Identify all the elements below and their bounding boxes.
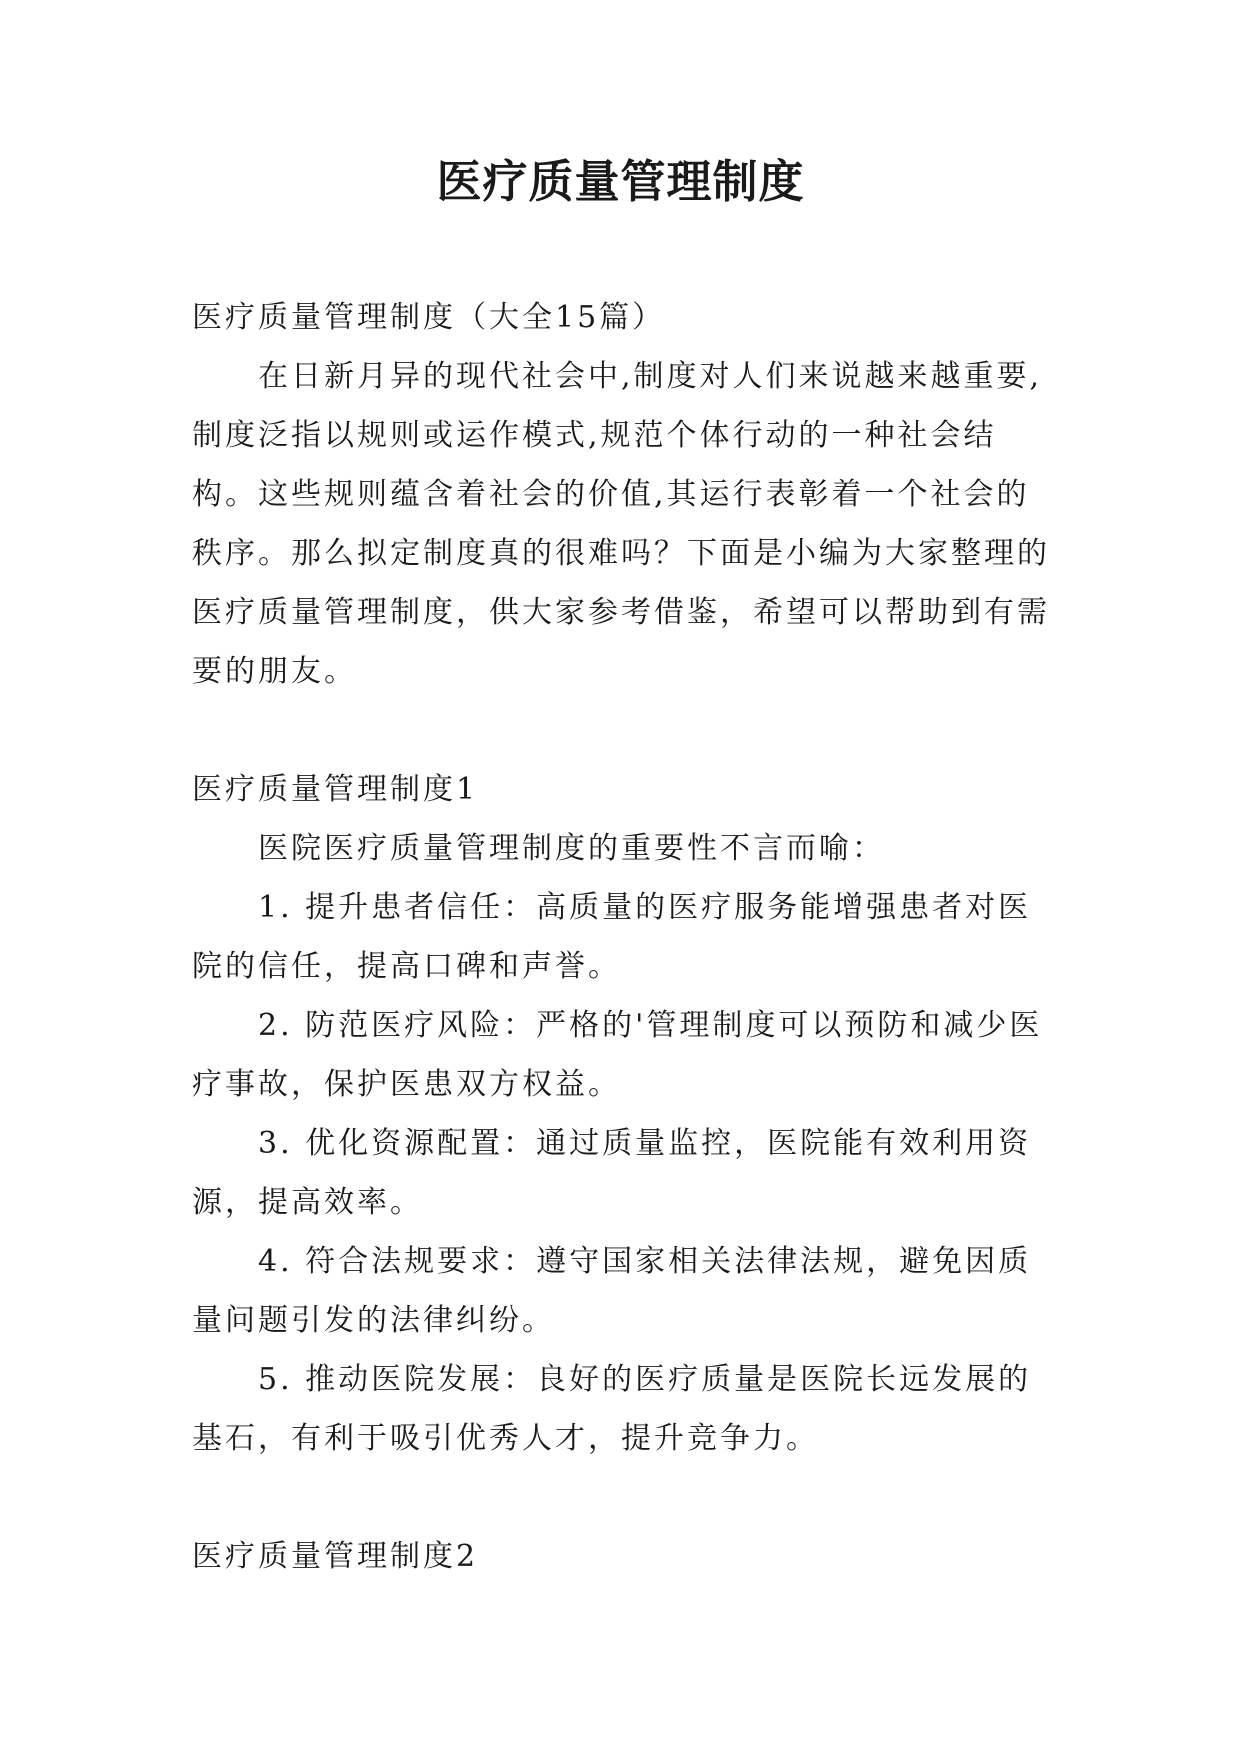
document-title: 医疗质量管理制度: [436, 155, 805, 208]
section-1-item-5: 5. 推动医院发展：良好的医疗质量是医院长远发展的基石，有利于吸引优秀人才，提升竞争力。: [192, 1362, 1032, 1456]
section-1-item-4: 4. 符合法规要求：遵守国家相关法律法规，避免因质量问题引发的法律纠纷。: [192, 1244, 1032, 1338]
document-subtitle: 医疗质量管理制度（大全15篇）: [192, 300, 666, 335]
section-heading-2: 医疗质量管理制度2: [192, 1539, 479, 1574]
section-1-lead: 医院医疗质量管理制度的重要性不言而喻：: [258, 831, 885, 866]
intro-paragraph: 在日新月异的现代社会中,制度对人们来说越来越重要,制度泛指以规则或运作模式,规范个体行动的一种社会结构。这些规则蕴含着社会的价值,其运行表彰着一个社会的秩序。那么拟定制度真的很难吗？下面是小编为大家整理的医疗质量管理制度，供大家参考借鉴，希望可以帮助到有需要的朋友。: [192, 359, 1050, 689]
section-1-item-1: 1. 提升患者信任：高质量的医疗服务能增强患者对医院的信任，提高口碑和声誉。: [192, 890, 1032, 984]
section-spacer: [192, 701, 1058, 760]
section-spacer: [192, 1468, 1058, 1527]
section-1-item-3: 3. 优化资源配置：通过质量监控，医院能有效利用资源，提高效率。: [192, 1126, 1032, 1220]
section-1-item-2: 2. 防范医疗风险：严格的'管理制度可以预防和减少医疗事故，保护医患双方权益。: [192, 1008, 1043, 1102]
document-body: [192, 288, 1058, 1586]
section-heading-1: 医疗质量管理制度1: [192, 772, 479, 807]
